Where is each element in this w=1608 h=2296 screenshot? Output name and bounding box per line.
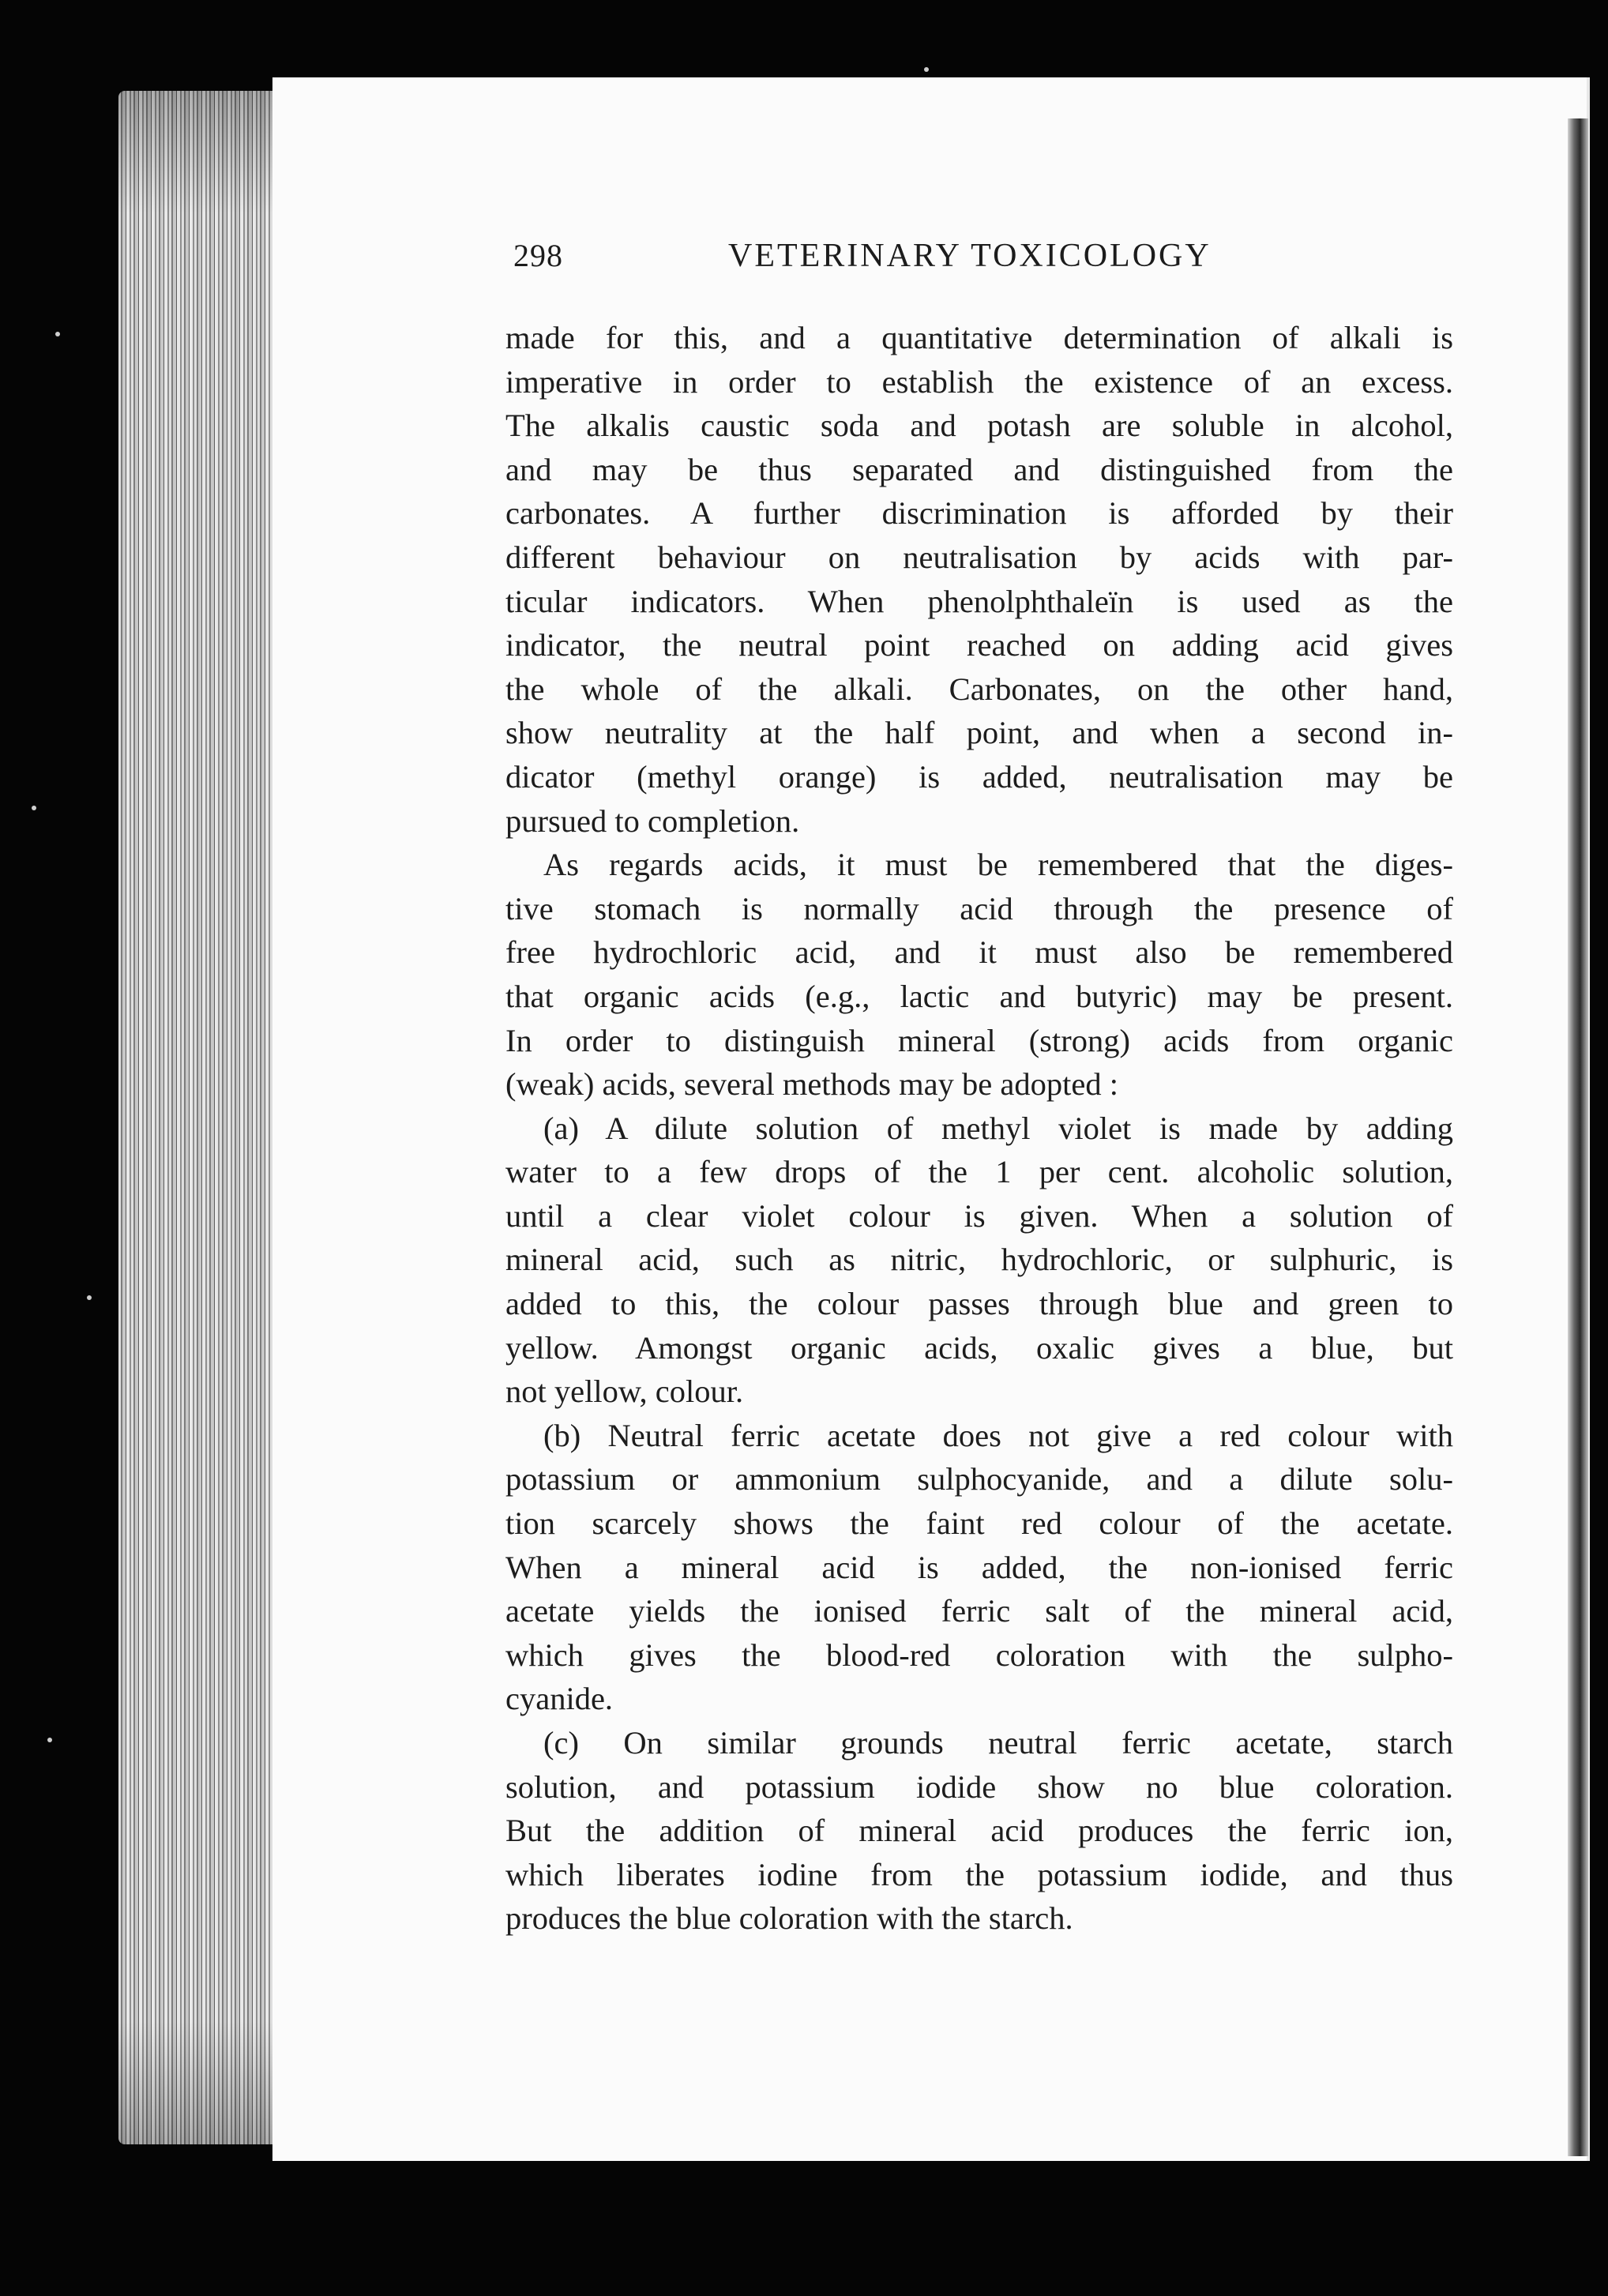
text-line: In order to distinguish mineral (strong) acids from organic xyxy=(505,1022,1453,1058)
text-line: acetate yields the ionised ferric salt of the mineral acid, xyxy=(505,1593,1453,1629)
text-line: (c) On similar grounds neutral ferric acetate, starch xyxy=(543,1725,1453,1761)
text-line: mineral acid, such as nitric, hydrochloric, or sulphuric, is xyxy=(505,1242,1453,1278)
text-line: ticular indicators. When phenolphthaleïn is used as the xyxy=(505,583,1453,619)
book-binding-edge xyxy=(1568,118,1588,2156)
text-line: But the addition of mineral acid produces the ferric ion, xyxy=(505,1813,1453,1849)
text-line: not yellow, colour. xyxy=(505,1373,744,1410)
text-line: that organic acids (e.g., lactic and butyric) may be present. xyxy=(505,978,1453,1014)
text-line: which gives the blood-red coloration with the sulpho- xyxy=(505,1637,1453,1673)
text-line: water to a few drops of the 1 per cent. alcoholic solution, xyxy=(505,1154,1453,1190)
text-line: and may be thus separated and distinguished from the xyxy=(505,451,1453,487)
scan-speck xyxy=(47,1738,52,1742)
text-line: The alkalis caustic soda and potash are soluble in alcohol, xyxy=(505,408,1453,444)
text-line: free hydrochloric acid, and it must also be remembered xyxy=(505,934,1453,971)
scan-speck xyxy=(87,1295,92,1300)
text-line: which liberates iodine from the potassium iodide, and thus xyxy=(505,1856,1453,1892)
text-line: When a mineral acid is added, the non-ionised ferric xyxy=(505,1549,1453,1585)
text-line: (a) A dilute solution of methyl violet is made by adding xyxy=(543,1110,1453,1146)
text-line: pursued to completion. xyxy=(505,802,800,839)
text-line: tive stomach is normally acid through the presence of xyxy=(505,890,1453,926)
text-line: the whole of the alkali. Carbonates, on the other hand, xyxy=(505,671,1453,707)
scan-speck xyxy=(55,332,60,336)
text-line: added to this, the colour passes through blue and green to xyxy=(505,1286,1453,1322)
text-line: dicator (methyl orange) is added, neutralisation may be xyxy=(505,758,1453,795)
scan-speck xyxy=(924,67,929,72)
text-line: tion scarcely shows the faint red colour of the acetate. xyxy=(505,1505,1453,1542)
text-line: different behaviour on neutralisation by acids with par- xyxy=(505,539,1453,575)
text-line: cyanide. xyxy=(505,1681,614,1717)
text-line: carbonates. A further discrimination is afforded by their xyxy=(505,495,1453,532)
text-line: solution, and potassium iodide show no blue coloration. xyxy=(505,1768,1453,1805)
text-line: potassium or ammonium sulphocyanide, and a dilute solu- xyxy=(505,1461,1453,1497)
page-header xyxy=(513,237,1461,284)
text-line: show neutrality at the half point, and when a second in- xyxy=(505,715,1453,751)
page-number: 298 xyxy=(513,238,563,273)
text-line: imperative in order to establish the existence of an excess. xyxy=(505,363,1453,400)
book-page-edges xyxy=(118,91,276,2144)
text-line: As regards acids, it must be remembered that the diges- xyxy=(543,847,1453,883)
running-title: VETERINARY TOXICOLOGY xyxy=(728,238,1212,274)
text-line: indicator, the neutral point reached on adding acid gives xyxy=(505,627,1453,663)
text-line: (weak) acids, several methods may be adopted : xyxy=(505,1066,1118,1103)
scan-speck xyxy=(32,806,36,810)
text-line: yellow. Amongst organic acids, oxalic gives a blue, but xyxy=(505,1329,1453,1366)
body-text xyxy=(505,316,1453,1941)
text-line: until a clear violet colour is given. When a solution of xyxy=(505,1197,1453,1234)
text-line: produces the blue coloration with the starch. xyxy=(505,1900,1073,1937)
text-line: made for this, and a quantitative determination of alkali is xyxy=(505,320,1453,355)
text-line: (b) Neutral ferric acetate does not give a red colour with xyxy=(543,1417,1453,1453)
